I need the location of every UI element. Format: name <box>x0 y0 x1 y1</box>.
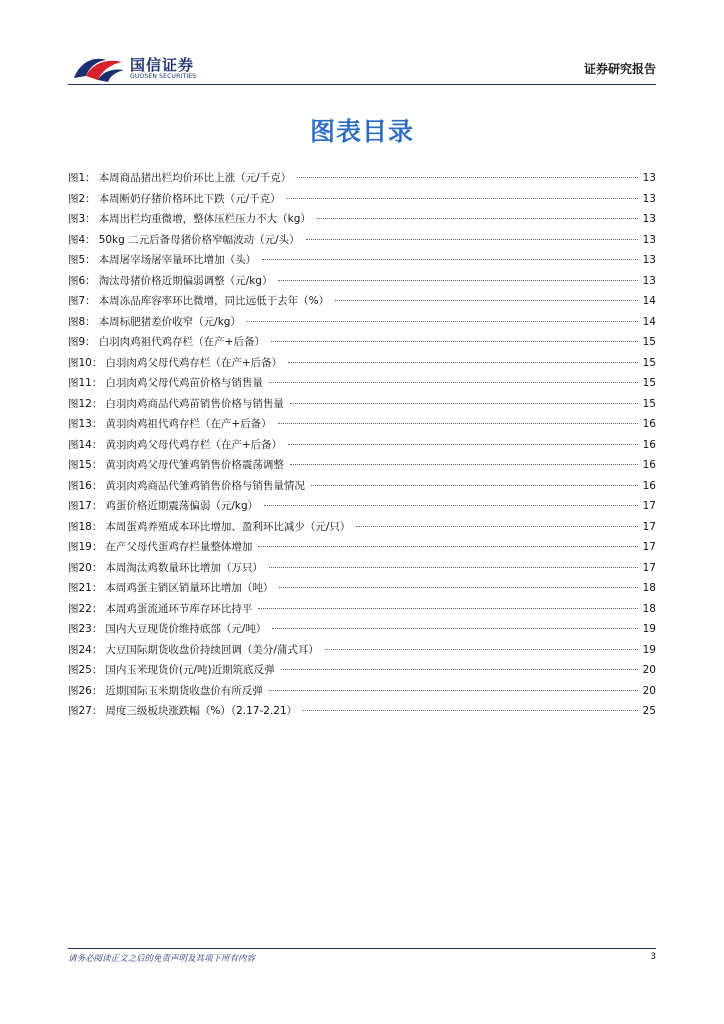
toc-entry-page: 20 <box>642 664 656 676</box>
toc-entry-title: 鸡蛋价格近期震荡偏弱（元/kg） <box>105 500 259 512</box>
toc-entry-label: 图4： <box>68 233 96 246</box>
toc-entry-page: 17 <box>642 500 656 512</box>
toc-entry-title: 黄羽肉鸡商品代雏鸡销售价格与销售量情况 <box>105 479 305 492</box>
toc-entry-label: 图15： <box>68 459 103 471</box>
toc-entry[interactable] <box>68 332 656 353</box>
toc-entry-title: 在产父母代蛋鸡存栏量整体增加 <box>105 541 253 553</box>
toc-entry-label: 图16： <box>68 479 103 492</box>
toc-dot-leader <box>272 628 638 629</box>
page-number: 3 <box>650 952 656 962</box>
toc-entry-label: 图26： <box>68 684 103 697</box>
toc-entry-page: 16 <box>642 479 656 492</box>
toc-entry-page: 14 <box>642 295 656 307</box>
toc-entry-page: 13 <box>642 213 656 225</box>
page-header <box>68 48 656 86</box>
toc-entry-label: 图6： <box>68 274 96 287</box>
toc-dot-leader <box>290 403 638 404</box>
toc-entry-page: 20 <box>642 684 656 697</box>
toc-dot-leader <box>290 464 638 465</box>
toc-entry-label: 图27： <box>68 705 103 717</box>
toc-entry-label: 图19： <box>68 541 103 553</box>
toc-dot-leader <box>335 300 638 301</box>
logo-mark-icon <box>72 52 126 82</box>
toc-dot-leader <box>269 382 638 383</box>
toc-dot-leader <box>287 198 638 199</box>
toc-dot-leader <box>258 546 638 547</box>
toc-entry-page: 13 <box>642 233 656 246</box>
company-logo <box>72 50 212 84</box>
toc-entry-title: 白羽肉鸡父母代鸡存栏（在产+后备） <box>105 356 283 369</box>
logo-english-text: GUOSEN SECURITIES <box>130 73 197 80</box>
toc-entry-title: 本周屠宰场屠宰量环比增加（头） <box>98 254 257 266</box>
toc-entry-title: 50kg 二元后备母猪价格窄幅波动（元/头） <box>98 233 300 246</box>
toc-dot-leader <box>269 567 638 568</box>
toc-entry[interactable] <box>68 230 656 251</box>
toc-entry-title: 本周冻品库容率环比微增，同比远低于去年（%） <box>98 295 330 307</box>
toc-entry-label: 图1： <box>68 172 96 184</box>
toc-entry-page: 15 <box>642 377 656 389</box>
logo-chinese-text: 国信证券 <box>130 56 195 74</box>
toc-entry-page: 16 <box>642 418 656 430</box>
toc-dot-leader <box>356 526 638 527</box>
toc-entry[interactable] <box>68 496 656 517</box>
toc-entry[interactable] <box>68 517 656 538</box>
toc-entry-page: 25 <box>642 705 656 717</box>
toc-entry[interactable] <box>68 312 656 333</box>
toc-entry-label: 图22： <box>68 602 103 615</box>
toc-dot-leader <box>317 218 638 219</box>
toc-entry-label: 图18： <box>68 520 103 533</box>
toc-entry-page: 17 <box>642 561 656 574</box>
toc-entry[interactable] <box>68 189 656 210</box>
toc-dot-leader <box>269 690 638 691</box>
toc-entry-page: 15 <box>642 336 656 348</box>
toc-entry[interactable] <box>68 414 656 435</box>
toc-entry[interactable] <box>68 476 656 497</box>
toc-entry-title: 本周鸡蛋流通环节库存环比持平 <box>105 602 253 615</box>
toc-entry[interactable] <box>68 619 656 640</box>
toc-dot-leader <box>279 587 638 588</box>
toc-entry[interactable] <box>68 701 656 722</box>
toc-dot-leader <box>264 505 638 506</box>
toc-entry[interactable] <box>68 537 656 558</box>
toc-dot-leader <box>247 321 638 322</box>
toc-entry-title: 黄羽肉鸡祖代鸡存栏（在产+后备） <box>105 418 272 430</box>
toc-dot-leader <box>306 239 638 240</box>
figure-table-of-contents <box>68 168 656 722</box>
toc-entry[interactable] <box>68 578 656 599</box>
toc-entry-page: 19 <box>642 623 656 635</box>
toc-entry-label: 图13： <box>68 418 103 430</box>
toc-entry-title: 白羽肉鸡父母代鸡苗价格与销售量 <box>105 377 263 389</box>
toc-entry-page: 13 <box>642 192 656 205</box>
toc-entry-title: 本周出栏均重微增，整体压栏压力不大（kg） <box>98 213 311 225</box>
toc-entry-page: 15 <box>642 397 656 410</box>
toc-dot-leader <box>297 177 638 178</box>
toc-entry-title: 白羽肉鸡商品代鸡苗销售价格与销售量 <box>105 397 284 410</box>
toc-entry-label: 图12： <box>68 397 103 410</box>
toc-entry-page: 16 <box>642 438 656 451</box>
toc-dot-leader <box>311 485 638 486</box>
toc-entry-title: 黄羽肉鸡父母代雏鸡销售价格震荡调整 <box>105 459 284 471</box>
footer-disclaimer: 请务必阅读正文之后的免责声明及其项下所有内容 <box>68 954 256 964</box>
toc-entry-label: 图17： <box>68 500 103 512</box>
toc-dot-leader <box>288 444 638 445</box>
toc-entry[interactable] <box>68 250 656 271</box>
toc-entry[interactable] <box>68 660 656 681</box>
toc-entry-label: 图10： <box>68 356 103 369</box>
toc-entry-label: 图20： <box>68 561 103 574</box>
toc-dot-leader <box>303 710 638 711</box>
toc-entry-page: 17 <box>642 541 656 553</box>
toc-entry-label: 图9： <box>68 336 96 348</box>
toc-entry[interactable] <box>68 599 656 620</box>
toc-entry-page: 14 <box>642 315 656 328</box>
toc-entry-title: 淘汰母猪价格近期偏弱调整（元/kg） <box>98 274 273 287</box>
toc-entry-title: 白羽肉鸡祖代鸡存栏（在产+后备） <box>98 336 265 348</box>
toc-entry-title: 近期国际玉米期货收盘价有所反弹 <box>105 684 263 697</box>
toc-entry-label: 图5： <box>68 254 96 266</box>
toc-entry-page: 13 <box>642 274 656 287</box>
toc-entry-label: 图2： <box>68 192 96 205</box>
toc-entry-title: 黄羽肉鸡父母代鸡存栏（在产+后备） <box>105 438 283 451</box>
toc-entry[interactable] <box>68 394 656 415</box>
toc-entry-title: 周度三级板块涨跌幅（%）（2.17-2.21） <box>105 705 298 717</box>
toc-dot-leader <box>278 423 638 424</box>
toc-entry-page: 18 <box>642 602 656 615</box>
toc-entry[interactable] <box>68 209 656 230</box>
toc-entry-page: 19 <box>642 643 656 656</box>
toc-entry-label: 图23： <box>68 623 103 635</box>
toc-entry[interactable] <box>68 291 656 312</box>
toc-dot-leader <box>288 362 638 363</box>
toc-entry[interactable] <box>68 640 656 661</box>
toc-dot-leader <box>281 669 638 670</box>
toc-dot-leader <box>271 341 638 342</box>
page-title: 图表目录 <box>309 117 414 146</box>
toc-dot-leader <box>258 608 638 609</box>
toc-entry-page: 18 <box>642 582 656 594</box>
toc-entry-label: 图24： <box>68 643 103 656</box>
toc-entry-label: 图3： <box>68 213 96 225</box>
report-type-label: 证券研究报告 <box>583 62 656 76</box>
toc-entry-title: 国内大豆现货价维持底部（元/吨） <box>105 623 267 635</box>
footer-divider <box>68 948 656 949</box>
header-divider <box>68 84 656 85</box>
toc-entry-title: 本周蛋鸡养殖成本环比增加、盈利环比减少（元/只） <box>105 520 351 533</box>
toc-entry-title: 本周断奶仔猪价格环比下跌（元/千克） <box>98 192 281 205</box>
toc-entry-label: 图25： <box>68 664 103 676</box>
toc-dot-leader <box>325 649 638 650</box>
toc-entry-title: 国内玉米现货价(元/吨)近期筑底反弹 <box>105 664 275 676</box>
toc-dot-leader <box>278 280 638 281</box>
toc-entry-label: 图7： <box>68 295 96 307</box>
toc-entry-label: 图11： <box>68 377 103 389</box>
toc-entry-title: 本周商品猪出栏均价环比上涨（元/千克） <box>98 172 292 184</box>
toc-entry-page: 16 <box>642 459 656 471</box>
toc-entry-page: 13 <box>642 172 656 184</box>
toc-entry-label: 图21： <box>68 582 103 594</box>
toc-entry-page: 13 <box>642 254 656 266</box>
toc-entry-title: 本周标肥猪差价收窄（元/kg） <box>98 315 241 328</box>
toc-entry-label: 图8： <box>68 315 96 328</box>
toc-entry-title: 大豆国际期货收盘价持续回调（美分/蒲式耳） <box>105 643 319 656</box>
toc-entry[interactable] <box>68 558 656 579</box>
toc-entry-title: 本周淘汰鸡数量环比增加（万只） <box>105 561 263 574</box>
toc-entry[interactable] <box>68 168 656 189</box>
toc-entry[interactable] <box>68 271 656 292</box>
toc-entry-title: 本周鸡蛋主销区销量环比增加（吨） <box>105 582 274 594</box>
toc-entry[interactable] <box>68 435 656 456</box>
toc-dot-leader <box>262 259 638 260</box>
toc-entry[interactable] <box>68 373 656 394</box>
toc-entry-page: 17 <box>642 520 656 533</box>
toc-entry[interactable] <box>68 455 656 476</box>
toc-entry-page: 15 <box>642 356 656 369</box>
toc-entry[interactable] <box>68 353 656 374</box>
toc-entry[interactable] <box>68 681 656 702</box>
toc-entry-label: 图14： <box>68 438 103 451</box>
